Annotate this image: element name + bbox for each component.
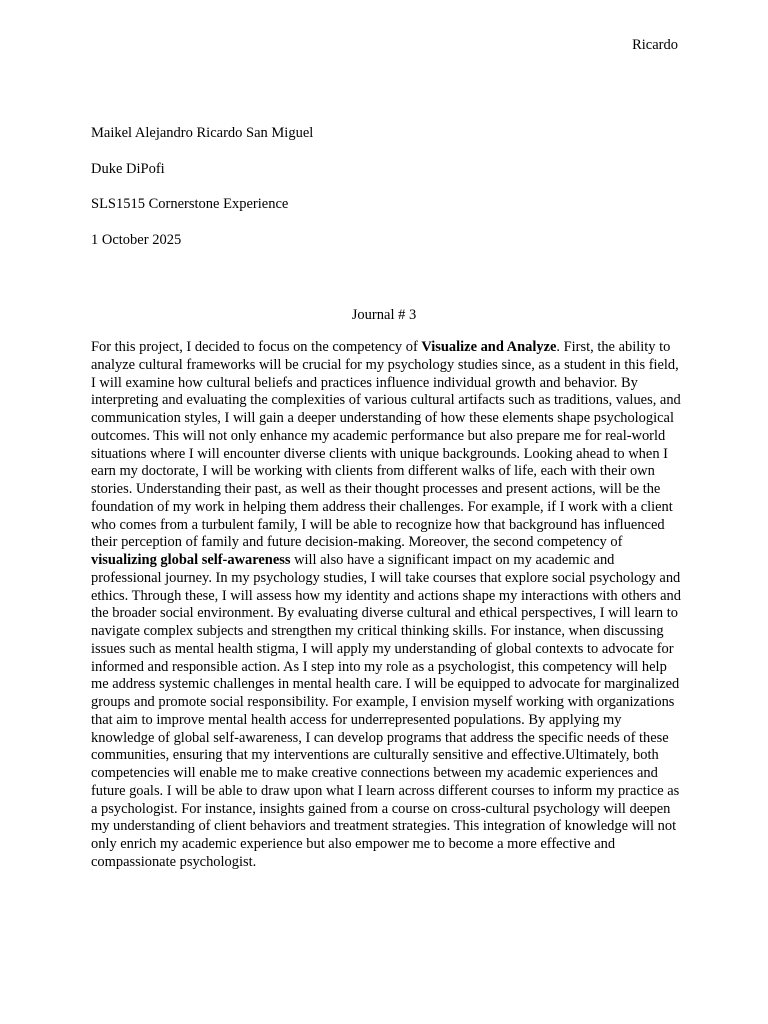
- bold-competency-2: visualizing global self-awareness: [91, 552, 291, 568]
- author-name: Maikel Alejandro Ricardo San Miguel: [91, 125, 314, 141]
- body-text-segment-3: will also have a significant impact on my academic and professional journey. In my psychology studies, I will take courses that explore social psychology and ethics. Through these, I will assess how my identity and actions shape my interactions with others and the broader social environment. By evaluating diverse cultural and ethical perspectives, I will learn to navigate complex subjects and strengthen my critical thinking skills. For instance, when discussing issues such as mental health stigma, I will apply my understanding of global contexts to advocate for informed and responsible action. As I step into my role as a psychologist, this competency will help me address systemic challenges in mental health care. I will be equipped to advocate for marginalized groups and promote social responsibility. For example, I envision myself working with organizations that aim to improve mental health access for underrepresented populations. By applying my knowledge of global self-awareness, I can develop programs that address the specific needs of these communities, ensuring that my interventions are culturally sensitive and effective.Ultimately, both competencies will enable me to make creative connections between my academic experiences and future goals. I will be able to draw upon what I learn across different courses to inform my practice as a psychologist. For instance, insights gained from a course on cross-cultural psychology will deepen my understanding of client behaviors and treatment strategies. This integration of knowledge will not only enrich my academic experience but also empower me to become a more effective and compassionate psychologist.: [91, 552, 681, 870]
- bold-competency-1: Visualize and Analyze: [421, 339, 557, 355]
- body-paragraph: [91, 339, 687, 872]
- mla-heading: [91, 124, 681, 266]
- course-name: SLS1515 Cornerstone Experience: [91, 196, 289, 212]
- body-text-segment-2: . First, the ability to analyze cultural frameworks will be crucial for my psychology studies since, as a student in this field, I will examine how cultural beliefs and practices influence individual growth and behavior. By interpreting and evaluating the complexities of various cultural artifacts such as traditions, values, and communication styles, I will gain a deeper understanding of how these elements shape psychological outcomes. This will not only enhance my academic performance but also prepare me for real-world situations where I will encounter diverse clients with unique backgrounds. Looking ahead to when I earn my doctorate, I will be working with clients from different walks of life, each with their own stories. Understanding their past, as well as their thought processes and present actions, will be the foundation of my work in helping them address their challenges. For example, if I work with a client who comes from a turbulent family, I will be able to recognize how that background has influenced their perception of family and future decision-making. Moreover, the second competency of: [91, 339, 681, 551]
- document-title: Journal # 3: [351, 307, 417, 323]
- document-date: 1 October 2025: [91, 231, 182, 248]
- body-text-segment-1: For this project, I decided to focus on the competency of: [91, 339, 422, 355]
- instructor-name: Duke DiPofi: [91, 160, 165, 177]
- running-head: Ricardo: [632, 37, 678, 53]
